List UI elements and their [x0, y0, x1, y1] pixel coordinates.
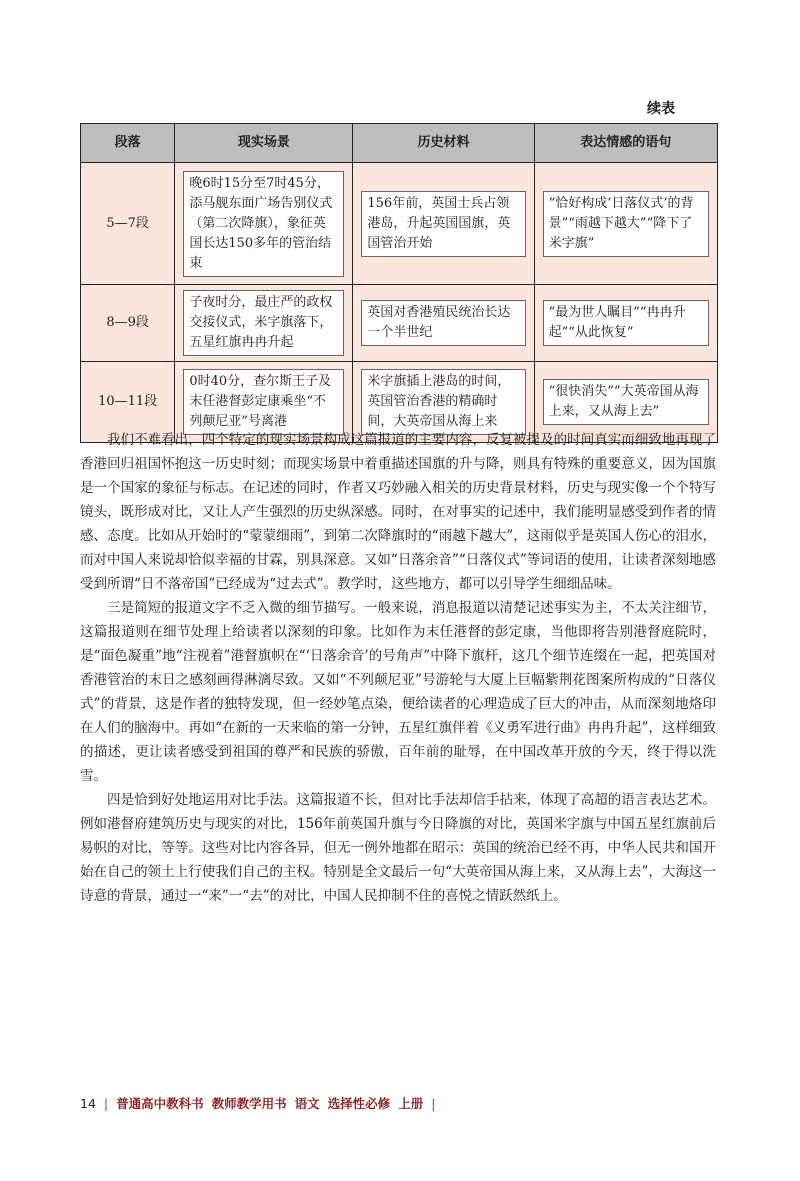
cell-history [353, 163, 534, 285]
page-footer [80, 1094, 435, 1112]
footer-subject: 语文 [294, 1096, 320, 1111]
cell-history-text: 156年前，英国士兵占领港岛，升起英国国旗，英国管治开始 [361, 191, 525, 257]
table-header-row [81, 124, 718, 163]
cell-scene [175, 285, 353, 362]
cell-history [353, 285, 534, 362]
table-row [81, 163, 718, 285]
table-row [81, 285, 718, 362]
header-scene: 现实场景 [175, 124, 353, 163]
footer-volume: 上册 [398, 1096, 424, 1111]
cell-scene-text: 晚6时15分至7时45分，添马舰东面广场告别仪式（第二次降旗），象征英国长达150多年的管治结束 [183, 171, 344, 277]
cell-emotion-text: “很快消失”“大英帝国从海上来，又从海上去” [543, 379, 709, 425]
analysis-table [80, 123, 718, 443]
cell-emotion [534, 163, 717, 285]
body-text [80, 428, 716, 908]
footer-series: 普通高中教科书 [116, 1096, 204, 1111]
header-segment: 段落 [81, 124, 175, 163]
cell-segment: 8—9段 [81, 285, 175, 362]
cell-scene-text: 子夜时分，最庄严的政权交接仪式，米字旗落下，五星红旗冉冉升起 [183, 290, 344, 356]
footer-book-type: 教师教学用书 [211, 1096, 287, 1111]
cell-emotion [534, 285, 717, 362]
cell-history-text: 英国对香港殖民统治长达一个半世纪 [361, 300, 525, 346]
cell-segment: 10—11段 [81, 362, 175, 443]
cell-scene [175, 163, 353, 285]
cell-emotion-text: “最为世人瞩目”“冉冉升起”“从此恢复” [543, 300, 709, 346]
cell-scene-text: 0时40分，查尔斯王子及末任港督彭定康乘坐“不列颠尼亚”号离港 [183, 369, 344, 435]
footer-volume-type: 选择性必修 [327, 1096, 391, 1111]
header-emotion: 表达情感的语句 [534, 124, 717, 163]
footer-separator-end: | [431, 1095, 436, 1111]
cell-emotion-text: “恰好构成‘日落仪式’的背景”“雨越下越大”“降下了米字旗” [543, 191, 709, 257]
page-number: 14 [80, 1095, 96, 1111]
cell-history-text: 米字旗插上港岛的时间，英国管治香港的精确时间，大英帝国从海上来 [361, 369, 525, 435]
continued-label: 续表 [647, 101, 675, 117]
footer-separator: | [103, 1095, 109, 1111]
header-history: 历史材料 [353, 124, 534, 163]
paragraph: 三是简短的报道文字不乏入微的细节描写。一般来说，消息报道以清楚记述事实为主，不太关注细节，这篇报道则在细节处理上给读者以深刻的印象。比如作为末任港督的彭定康，当他即将告别港督庭院时，是“面色凝重”地“注视着”港督旗帜在“‘日落余音’的号角声”中降下旗杆，这几个细节连缀在一起，把英国对香港管治的末日之感刻画得淋漓尽致。又如“不列颠尼亚”号游轮与大厦上巨幅紫荆花图案所构成的“日落仪式”的背景，这是作者的独特发现，但一经妙笔点染，便给读者的心理造成了巨大的冲击，从而深刻地烙印在人们的脑海中。再如“在新的一天来临的第一分钟，五星红旗伴着《义勇军进行曲》冉冉升起”，这样细致的描述，更让读者感受到祖国的尊严和民族的骄傲，百年前的耻辱，在中国改革开放的今天，终于得以洗雪。 [80, 600, 716, 784]
cell-segment: 5—7段 [81, 163, 175, 285]
paragraph: 四是恰到好处地运用对比手法。这篇报道不长，但对比手法却信手拈来，体现了高超的语言表达艺术。例如港督府建筑历史与现实的对比，156年前英国升旗与今日降旗的对比，英国米字旗与中国五星红旗前后易帜的对比，等等。这些对比内容各异，但无一例外地都在昭示：英国的统治已经不再，中华人民共和国开始在自己的领土上行使我们自己的主权。特别是全文最后一句“大英帝国从海上来，又从海上去”，大海这一诗意的背景，通过一“来”一“去”的对比，中国人民抑制不住的喜悦之情跃然纸上。 [80, 792, 716, 904]
paragraph: 我们不难看出，四个特定的现实场景构成这篇报道的主要内容，反复被提及的时间真实而细致地再现了香港回归祖国怀抱这一历史时刻；而现实场景中着重描述国旗的升与降，则具有特殊的重要意义，因为国旗是一个国家的象征与标志。在记述的同时，作者又巧妙融入相关的历史背景材料，历史与现实像一个个特写镜头，既形成对比，又让人产生强烈的历史纵深感。同时，在对事实的记述中，我们能明显感受到作者的情感、态度。比如从开始时的“蒙蒙细雨”，到第二次降旗时的“雨越下越大”，这雨似乎是英国人伤心的泪水，而对中国人来说却恰似幸福的甘霖，别具深意。又如“日落余音”“日落仪式”等词语的使用，让读者深刻地感受到所谓“日不落帝国”已经成为“过去式”。教学时，这些地方，都可以引导学生细细品味。 [80, 432, 716, 592]
